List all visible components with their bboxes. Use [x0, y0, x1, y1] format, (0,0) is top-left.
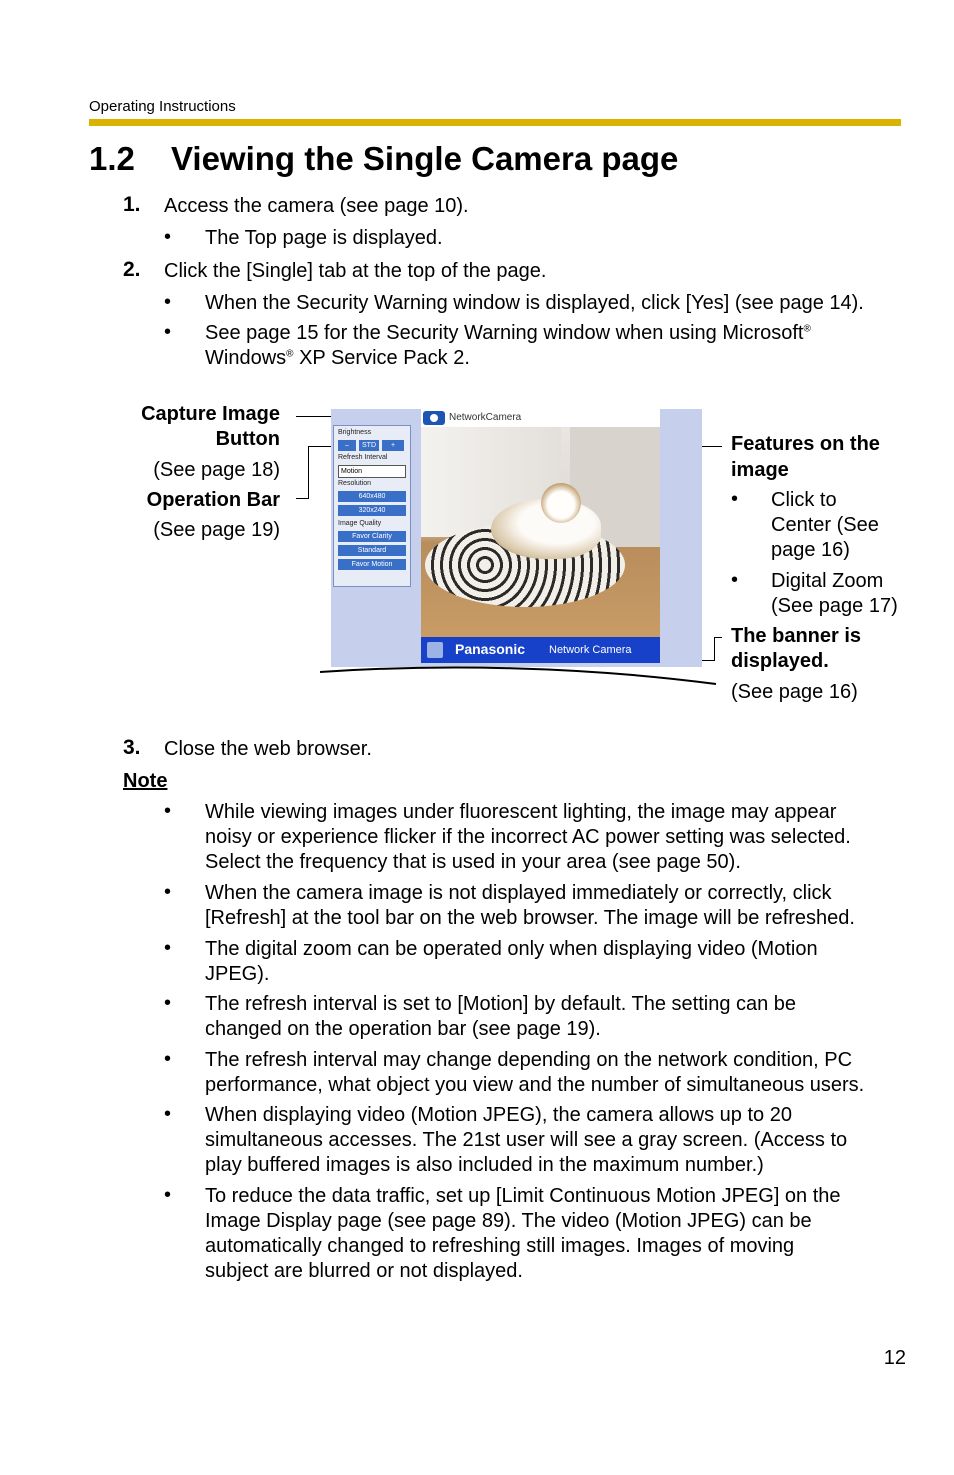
- features-title-1: Features on the: [731, 433, 880, 455]
- bullet-icon: •: [164, 291, 172, 313]
- banner-brand: Panasonic: [455, 641, 526, 657]
- step-2-bullet-2-cont: [205, 346, 470, 371]
- bullet-icon: •: [164, 1103, 172, 1125]
- bullet-icon: •: [731, 488, 739, 510]
- step-2-number: 2.: [123, 258, 141, 281]
- camera-icon[interactable]: [423, 411, 445, 425]
- brightness-minus-button[interactable]: –: [338, 440, 356, 451]
- service-pack-text: XP Service Pack 2.: [299, 347, 470, 369]
- features-title-2: image: [731, 459, 789, 481]
- note-item-line: automatically changed to refreshing still images. Images of moving: [205, 1235, 795, 1257]
- note-item-line: When the camera image is not displayed immediately or correctly, click: [205, 882, 832, 904]
- registered-mark: ®: [286, 348, 294, 360]
- opbar-leader-line: [296, 498, 308, 499]
- section-title-text: Viewing the Single Camera page: [171, 140, 679, 177]
- section-number: 1.2: [89, 140, 135, 177]
- note-item-line: The refresh interval may change depending on the network condition, PC: [205, 1049, 853, 1071]
- opbar-leader-vert: [308, 446, 309, 499]
- step-1-text: Access the camera (see page 10).: [164, 195, 469, 217]
- topbar-title: NetworkCamera: [449, 412, 522, 423]
- banner-leader-top: [714, 637, 722, 638]
- bullet-icon: •: [164, 321, 172, 343]
- banner-note-1: The banner is: [731, 625, 862, 647]
- resolution-640-button[interactable]: 640x480: [338, 491, 406, 502]
- photo-dog-head: [541, 483, 581, 523]
- opbar-ref: (See page 19): [153, 519, 280, 541]
- note-item-line: changed on the operation bar (see page 19).: [205, 1018, 601, 1040]
- header-rule: [89, 119, 901, 126]
- registered-mark: ®: [803, 323, 811, 335]
- step-2-bullet-2-text: See page 15 for the Security Warning window when using Microsoft: [205, 322, 804, 344]
- note-item-line: The refresh interval is set to [Motion] by default. The setting can be: [205, 993, 797, 1015]
- bullet-icon: •: [731, 569, 739, 591]
- banner-note-ref: (See page 16): [731, 681, 858, 703]
- note-item-line: play buffered images is also included in the maximum number.): [205, 1154, 764, 1176]
- capture-label-1: Capture Image: [141, 403, 280, 425]
- step-3-text: Close the web browser.: [164, 738, 372, 760]
- brightness-std-button[interactable]: STD: [359, 440, 379, 451]
- step-2-bullet-1: When the Security Warning window is displayed, click [Yes] (see page 14).: [205, 292, 864, 314]
- banner-text: Network Camera: [549, 644, 632, 656]
- page-number: 12: [883, 1347, 906, 1369]
- camera-page-screenshot: [331, 409, 702, 667]
- note-item-line: Select the frequency that is used in your area (see page 50).: [205, 851, 741, 873]
- quality-standard-button[interactable]: Standard: [338, 545, 406, 556]
- step-1-number: 1.: [123, 193, 141, 216]
- bullet-icon: •: [164, 800, 172, 822]
- step-2-bullet-2: [205, 321, 811, 346]
- note-item-line: JPEG).: [205, 963, 270, 985]
- windows-text: Windows: [205, 347, 287, 369]
- refresh-select[interactable]: Motion: [338, 465, 406, 478]
- running-header: Operating Instructions: [89, 98, 236, 115]
- note-item-line: To reduce the data traffic, set up [Limit Continuous Motion JPEG] on the: [205, 1185, 841, 1207]
- note-item-line: When displaying video (Motion JPEG), the camera allows up to 20: [205, 1104, 792, 1126]
- note-item-line: While viewing images under fluorescent lighting, the image may appear: [205, 801, 837, 823]
- banner-note-2: displayed.: [731, 650, 829, 672]
- panasonic-banner[interactable]: [421, 637, 660, 663]
- note-item-line: noisy or experience flicker if the incorrect AC power setting was selected.: [205, 826, 851, 848]
- operation-bar: [333, 425, 411, 587]
- note-item-line: simultaneous accesses. The 21st user will see a gray screen. (Access to: [205, 1129, 848, 1151]
- quality-clarity-button[interactable]: Favor Clarity: [338, 531, 406, 542]
- note-item-line: [Refresh] at the tool bar on the web browser. The image will be refreshed.: [205, 907, 855, 929]
- op-label-brightness: Brightness: [338, 429, 372, 436]
- section-title: [89, 140, 678, 178]
- note-item-line: performance, what object you view and the number of simultaneous users.: [205, 1074, 865, 1096]
- capture-ref: (See page 18): [153, 459, 280, 481]
- camera-image[interactable]: [421, 427, 660, 637]
- capture-label-2: Button: [215, 428, 280, 450]
- note-heading: Note: [123, 770, 168, 792]
- bullet-icon: •: [164, 1184, 172, 1206]
- step-1-bullet: The Top page is displayed.: [205, 227, 443, 249]
- quality-motion-button[interactable]: Favor Motion: [338, 559, 406, 570]
- features-b2-l2: (See page 17): [771, 595, 898, 617]
- op-label-quality: Image Quality: [338, 520, 382, 527]
- bullet-icon: •: [164, 881, 172, 903]
- bullet-icon: •: [164, 1048, 172, 1070]
- note-item-line: Image Display page (see page 89). The video (Motion JPEG) can be: [205, 1210, 812, 1232]
- bullet-icon: •: [164, 937, 172, 959]
- banner-logo-icon: [427, 642, 443, 658]
- step-3-number: 3.: [123, 736, 141, 759]
- op-label-refresh: Refresh Interval: [338, 454, 388, 461]
- step-2-text: Click the [Single] tab at the top of the page.: [164, 260, 547, 282]
- resolution-320-button[interactable]: 320x240: [338, 505, 406, 516]
- bullet-icon: •: [164, 992, 172, 1014]
- features-b1-l3: page 16): [771, 539, 850, 561]
- op-label-resolution: Resolution: [338, 480, 372, 487]
- note-item-line: subject are blurred or not displayed.: [205, 1260, 523, 1282]
- features-b1-l1: Click to: [771, 489, 837, 511]
- note-item-line: The digital zoom can be operated only when displaying video (Motion: [205, 938, 818, 960]
- screenshot-torn-edge: [318, 662, 718, 692]
- opbar-label: Operation Bar: [146, 489, 280, 511]
- brightness-plus-button[interactable]: +: [382, 440, 404, 451]
- bullet-icon: •: [164, 226, 172, 248]
- banner-leader-vert: [714, 637, 715, 661]
- features-b1-l2: Center (See: [771, 514, 879, 536]
- features-b2-l1: Digital Zoom: [771, 570, 884, 592]
